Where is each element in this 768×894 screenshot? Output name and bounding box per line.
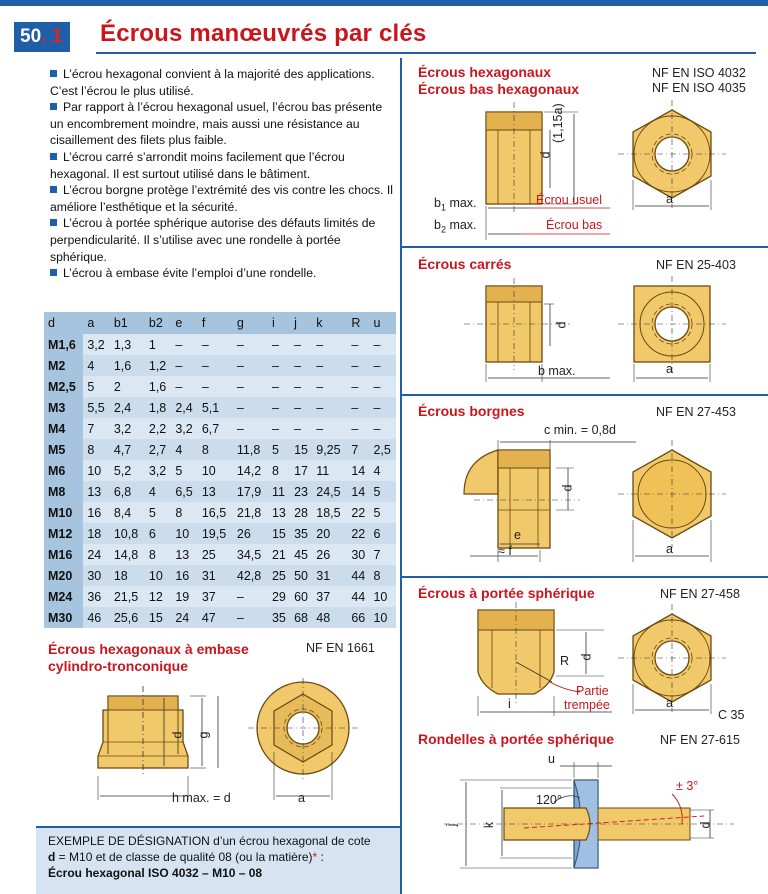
title-rule <box>96 52 756 54</box>
table-cell: 21,5 <box>110 586 145 607</box>
table-cell: 35 <box>290 523 312 544</box>
table-cell: 8 <box>145 544 171 565</box>
table-cell: 24 <box>83 544 109 565</box>
table-cell: – <box>233 418 268 439</box>
table-cell: 13 <box>268 502 290 523</box>
table-cell: – <box>369 355 396 376</box>
row-label: M2 <box>44 355 83 376</box>
table-cell: 12 <box>145 586 171 607</box>
example-line-2: d = M10 et de classe de qualité 08 (ou la matière)* : <box>48 850 324 864</box>
row-label: M30 <box>44 607 83 628</box>
flange-h-label: h max. = d <box>172 791 231 805</box>
table-cell: 4 <box>145 481 171 502</box>
table-cell: – <box>369 397 396 418</box>
cap-a-label: a <box>666 542 673 556</box>
bullet-icon <box>50 70 57 77</box>
intro-item: L’écrou à portée sphérique autorise des défauts limités de perpendicularité. Il s’utilise avec une rondelle à portée sphérique. <box>50 216 376 264</box>
table-cell: 16 <box>83 502 109 523</box>
intro-text <box>50 66 395 282</box>
square-b-label: b max. <box>538 364 576 378</box>
table-cell: 30 <box>83 565 109 586</box>
column-header: b1 <box>110 312 145 334</box>
row-label: M6 <box>44 460 83 481</box>
cap-f-label: ≈ f <box>498 544 512 558</box>
table-cell: – <box>290 418 312 439</box>
washer-k-label: k <box>482 821 497 829</box>
row-label: M1,6 <box>44 334 83 355</box>
table-header-row <box>44 312 396 334</box>
intro-item: L’écrou à embase évite l’emploi d’une rondelle. <box>50 265 395 282</box>
table-cell: – <box>198 355 233 376</box>
hex-bas-label: Écrou bas <box>546 218 603 232</box>
square-side-view <box>464 278 610 382</box>
hex-h-label: (1,15a) <box>551 103 565 143</box>
table-cell: 5 <box>171 460 197 481</box>
table-cell: 8 <box>268 460 290 481</box>
square-norm: NF EN 25-403 <box>656 258 736 272</box>
column-header: d <box>44 312 83 334</box>
row-label: M20 <box>44 565 83 586</box>
table-cell: 11 <box>268 481 290 502</box>
table-cell: – <box>290 376 312 397</box>
row-label: M10 <box>44 502 83 523</box>
column-header: a <box>83 312 109 334</box>
cap-c-label: c min. = 0,8d <box>544 423 616 437</box>
dimensions-table <box>44 312 396 628</box>
table-cell: 23 <box>290 481 312 502</box>
table-cell: – <box>347 418 369 439</box>
table-cell: 18,5 <box>312 502 347 523</box>
example-line-1: EXEMPLE DE DÉSIGNATION d’un écrou hexagonal de cote <box>48 834 371 848</box>
table-cell: – <box>290 397 312 418</box>
table-row <box>44 355 396 376</box>
washer-d-label: d <box>698 821 713 829</box>
bullet-icon <box>50 153 57 160</box>
table-cell: 11,8 <box>233 439 268 460</box>
table-cell: 7 <box>369 544 396 565</box>
table-cell: 26 <box>233 523 268 544</box>
flange-top-view <box>248 678 358 800</box>
table-cell: 4 <box>171 439 197 460</box>
bullet-icon <box>50 103 57 110</box>
table-cell: 1,6 <box>110 355 145 376</box>
table-cell: 15 <box>145 607 171 628</box>
washer-side-view <box>444 762 734 868</box>
table-cell: – <box>347 376 369 397</box>
table-cell: 29 <box>268 586 290 607</box>
hex-b1-label: $b_1$ max. <box>434 196 477 213</box>
table-cell: 18 <box>110 565 145 586</box>
table-cell: – <box>347 397 369 418</box>
table-cell: 6,5 <box>171 481 197 502</box>
table-cell: 6 <box>369 523 396 544</box>
table-cell: 15 <box>290 439 312 460</box>
table-row <box>44 334 396 355</box>
table-cell: 8 <box>171 502 197 523</box>
table-cell: 14 <box>347 481 369 502</box>
table-cell: 5 <box>369 502 396 523</box>
sph-partie-label: Partie <box>576 684 609 698</box>
table-cell: 42,8 <box>233 565 268 586</box>
table-cell: 3,2 <box>171 418 197 439</box>
column-header: j <box>290 312 312 334</box>
washer-angle-label: 120° <box>536 793 562 807</box>
table-cell: 3,2 <box>145 460 171 481</box>
example-line-3: Écrou hexagonal ISO 4032 – M10 – 08 <box>48 866 263 880</box>
bullet-icon <box>50 219 57 226</box>
table-cell: 10 <box>198 460 233 481</box>
sph-c35-label: C 35 <box>718 708 745 722</box>
square-d-label: d <box>554 321 569 329</box>
table-cell: 25,6 <box>110 607 145 628</box>
table-cell: 31 <box>198 565 233 586</box>
sph-title: Écrous à portée sphérique <box>418 585 595 601</box>
flange-a-label: a <box>298 791 305 805</box>
washer-j-label: j <box>444 823 459 827</box>
table-cell: 3,2 <box>83 334 109 355</box>
table-cell: 46 <box>83 607 109 628</box>
table-row <box>44 607 396 628</box>
table-cell: 7 <box>347 439 369 460</box>
table-cell: – <box>312 397 347 418</box>
square-a-label: a <box>666 362 673 376</box>
table-row <box>44 586 396 607</box>
table-cell: – <box>268 418 290 439</box>
intro-item: L’écrou hexagonal convient à la majorité des applications. C’est l’écrou le plus utilisé. <box>50 67 375 98</box>
sph-a-label: a <box>666 696 673 710</box>
cap-d-label: d <box>560 484 575 492</box>
table-cell: 13 <box>171 544 197 565</box>
table-row <box>44 523 396 544</box>
washer-tol-label: ± 3° <box>676 779 699 793</box>
column-header: e <box>171 312 197 334</box>
table-cell: 2,2 <box>145 418 171 439</box>
example-text <box>48 833 398 881</box>
table-cell: 1,2 <box>145 355 171 376</box>
table-cell: – <box>312 355 347 376</box>
table-row <box>44 376 396 397</box>
table-cell: 31 <box>312 565 347 586</box>
table-row <box>44 502 396 523</box>
table-cell: 2,5 <box>369 439 396 460</box>
table-cell: 26 <box>312 544 347 565</box>
table-cell: 14 <box>347 460 369 481</box>
table-row <box>44 460 396 481</box>
table-cell: 10 <box>83 460 109 481</box>
table-cell: 22 <box>347 523 369 544</box>
column-header: u <box>369 312 396 334</box>
table-cell: 5 <box>369 481 396 502</box>
table-cell: 19 <box>171 586 197 607</box>
table-cell: – <box>233 334 268 355</box>
panel-divider <box>402 246 768 248</box>
washer-u-label: u <box>548 752 555 766</box>
table-cell: 37 <box>198 586 233 607</box>
cap-e-label: e <box>514 528 521 542</box>
table-cell: – <box>290 355 312 376</box>
square-title: Écrous carrés <box>418 256 512 272</box>
table-cell: 5 <box>83 376 109 397</box>
table-cell: – <box>369 334 396 355</box>
cap-nut-drawing <box>404 420 764 570</box>
row-label: M12 <box>44 523 83 544</box>
table-cell: 60 <box>290 586 312 607</box>
table-cell: 22 <box>347 502 369 523</box>
table-cell: 2,4 <box>171 397 197 418</box>
table-cell: 68 <box>290 607 312 628</box>
washer-drawing <box>404 748 768 894</box>
table-cell: 14,2 <box>233 460 268 481</box>
table-cell: 10 <box>369 586 396 607</box>
table-cell: 48 <box>312 607 347 628</box>
table-cell: 28 <box>290 502 312 523</box>
table-cell: 16 <box>171 565 197 586</box>
sph-norm: NF EN 27-458 <box>660 587 740 601</box>
table-cell: 2,4 <box>110 397 145 418</box>
table-cell: 1 <box>145 334 171 355</box>
cap-title: Écrous borgnes <box>418 403 525 419</box>
table-cell: 37 <box>312 586 347 607</box>
bullet-icon <box>50 269 57 276</box>
table-cell: 36 <box>83 586 109 607</box>
table-cell: – <box>233 376 268 397</box>
table-cell: 10 <box>145 565 171 586</box>
bullet-icon <box>50 186 57 193</box>
table-cell: 24 <box>171 607 197 628</box>
hex-a-label: a <box>666 192 673 206</box>
row-label: M24 <box>44 586 83 607</box>
hex-d-label: d <box>538 151 553 159</box>
table-cell: 8 <box>369 565 396 586</box>
table-cell: 6,7 <box>198 418 233 439</box>
table-cell: 2 <box>110 376 145 397</box>
table-cell: – <box>233 355 268 376</box>
table-cell: – <box>268 376 290 397</box>
row-label: M3 <box>44 397 83 418</box>
table-cell: – <box>312 418 347 439</box>
flange-side-view <box>98 686 218 800</box>
intro-item: L’écrou carré s’arrondit moins facilement que l’écrou hexagonal. Il est surtout utilisé dans le bâtiment. <box>50 149 345 181</box>
table-cell: 5 <box>268 439 290 460</box>
column-divider <box>400 58 402 894</box>
table-cell: 35 <box>268 607 290 628</box>
table-cell: 7 <box>83 418 109 439</box>
column-header: i <box>268 312 290 334</box>
row-label: M8 <box>44 481 83 502</box>
table-cell: 10 <box>171 523 197 544</box>
table-cell: – <box>171 376 197 397</box>
table-cell: 5,5 <box>83 397 109 418</box>
section-badge: 50. 1 <box>14 22 70 52</box>
hex-norm-1: NF EN ISO 4032 <box>652 66 746 80</box>
table-cell: 3,2 <box>110 418 145 439</box>
table-cell: 13 <box>198 481 233 502</box>
panel-divider <box>402 394 768 396</box>
table-cell: 66 <box>347 607 369 628</box>
table-row <box>44 439 396 460</box>
table-row <box>44 481 396 502</box>
table-cell: – <box>171 334 197 355</box>
hex-title-2: Écrous bas hexagonaux <box>418 81 580 97</box>
table-row <box>44 418 396 439</box>
hex-title-1: Écrous hexagonaux <box>418 64 552 80</box>
table-cell: 4 <box>83 355 109 376</box>
hex-b2-label: $b_2$ max. <box>434 218 477 235</box>
sph-i-label: i <box>508 697 511 711</box>
table-cell: 34,5 <box>233 544 268 565</box>
table-cell: 44 <box>347 586 369 607</box>
table-cell: – <box>347 355 369 376</box>
table-cell: – <box>268 334 290 355</box>
hex-norm-2: NF EN ISO 4035 <box>652 81 746 95</box>
table-cell: 25 <box>198 544 233 565</box>
table-cell: 20 <box>312 523 347 544</box>
table-cell: 4 <box>369 460 396 481</box>
table-cell: – <box>369 376 396 397</box>
row-label: M5 <box>44 439 83 460</box>
column-header: f <box>198 312 233 334</box>
table-row <box>44 565 396 586</box>
table-cell: 24,5 <box>312 481 347 502</box>
top-bar <box>0 0 768 6</box>
sph-d-label: d <box>579 653 594 661</box>
table-cell: 9,25 <box>312 439 347 460</box>
hex-usuel-label: Écrou usuel <box>536 193 603 207</box>
table-cell: 15 <box>268 523 290 544</box>
flange-title-1: Écrous hexagonaux à embase <box>48 641 249 657</box>
washer-title: Rondelles à portée sphérique <box>418 731 615 747</box>
table-cell: 5,2 <box>110 460 145 481</box>
table-cell: – <box>268 397 290 418</box>
table-cell: 1,8 <box>145 397 171 418</box>
table-cell: 6,8 <box>110 481 145 502</box>
table-cell: – <box>312 334 347 355</box>
table-row <box>44 397 396 418</box>
table-cell: 8 <box>83 439 109 460</box>
column-header: g <box>233 312 268 334</box>
row-label: M4 <box>44 418 83 439</box>
column-header: b2 <box>145 312 171 334</box>
panel-divider <box>402 576 768 578</box>
flange-d-label: d <box>170 731 185 739</box>
table-cell: 17,9 <box>233 481 268 502</box>
intro-item: Par rapport à l’écrou hexagonal usuel, l’écrou bas présente un encombrement moindre, mais aussi une résistance au cisaillement des filets plus faible. <box>50 100 383 148</box>
table-cell: 4,7 <box>110 439 145 460</box>
table-cell: – <box>198 334 233 355</box>
table-cell: – <box>198 376 233 397</box>
table-cell: – <box>233 397 268 418</box>
column-header: k <box>312 312 347 334</box>
table-cell: 6 <box>145 523 171 544</box>
row-label: M16 <box>44 544 83 565</box>
table-cell: 44 <box>347 565 369 586</box>
table-cell: 1,3 <box>110 334 145 355</box>
table-cell: 21 <box>268 544 290 565</box>
intro-item: L’écrou borgne protège l’extrémité des vis contre les chocs. Il améliore l’esthétique et la sécurité. <box>50 183 393 214</box>
table-cell: 30 <box>347 544 369 565</box>
row-label: M2,5 <box>44 376 83 397</box>
square-nut-drawing <box>404 276 764 386</box>
table-cell: – <box>268 355 290 376</box>
table-cell: 2,7 <box>145 439 171 460</box>
table-cell: 13 <box>83 481 109 502</box>
table-cell: 17 <box>290 460 312 481</box>
table-cell: 8 <box>198 439 233 460</box>
table-cell: 18 <box>83 523 109 544</box>
cap-side-view <box>464 440 636 562</box>
washer-norm: NF EN 27-615 <box>660 733 740 747</box>
table-cell: 14,8 <box>110 544 145 565</box>
table-row <box>44 544 396 565</box>
table-cell: 16,5 <box>198 502 233 523</box>
table-cell: – <box>171 355 197 376</box>
flange-g-label: g <box>196 731 211 739</box>
table-cell: – <box>233 586 268 607</box>
table-cell: – <box>312 376 347 397</box>
column-header: R <box>347 312 369 334</box>
table-cell: 25 <box>268 565 290 586</box>
table-cell: – <box>369 418 396 439</box>
table-cell: 5 <box>145 502 171 523</box>
table-cell: – <box>233 607 268 628</box>
page-title: Écrous manœuvrés par clés <box>100 20 427 47</box>
table-cell: 10 <box>369 607 396 628</box>
flange-title-2: cylindro-tronconique <box>48 658 188 674</box>
table-cell: – <box>290 334 312 355</box>
table-cell: 11 <box>312 460 347 481</box>
table-cell: 47 <box>198 607 233 628</box>
table-cell: 19,5 <box>198 523 233 544</box>
table-cell: 5,1 <box>198 397 233 418</box>
table-cell: 21,8 <box>233 502 268 523</box>
cap-norm: NF EN 27-453 <box>656 405 736 419</box>
sph-trempee-label: trempée <box>564 698 610 712</box>
table-cell: 10,8 <box>110 523 145 544</box>
table-cell: 50 <box>290 565 312 586</box>
table-body <box>44 334 396 628</box>
table-cell: 1,6 <box>145 376 171 397</box>
table-cell: 45 <box>290 544 312 565</box>
sph-r-label: R <box>560 654 570 668</box>
table-cell: – <box>347 334 369 355</box>
flange-norm: NF EN 1661 <box>306 641 375 655</box>
table-cell: 8,4 <box>110 502 145 523</box>
